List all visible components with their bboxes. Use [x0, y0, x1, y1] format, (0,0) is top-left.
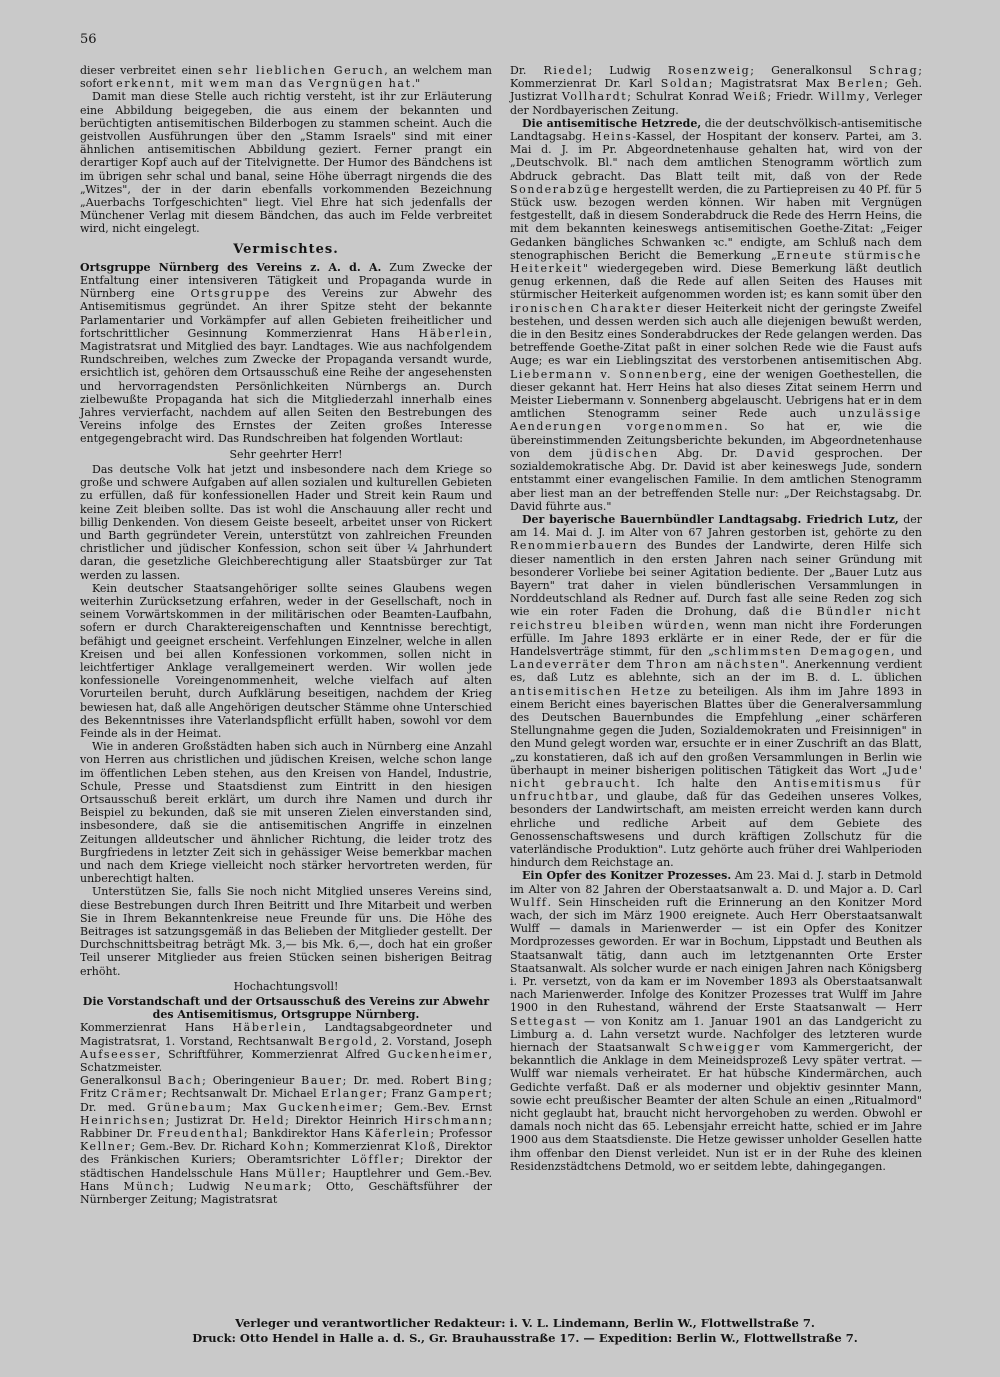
- article-heading: Der bayerische Bauernbündler Landtagsabg. Friedrich Lutz,: [522, 512, 899, 526]
- text-run: , und glaube, daß für das Gedeihen unseres Volkes, besonders der Landwirtschaft, am meisten erreicht werden kann durch ehrliche und redliche Arbeit auf dem Gebiete des Genossenschaftswesens und durch kräftigen Zollschutz für die vaterländische Produktion". Lutz gehörte auch früher drei Wahlperioden hindurch dem Reichstage an.: [510, 790, 922, 870]
- spaced-emphasis: Thron: [646, 658, 689, 672]
- text-run: ; Gem.-Bev. Dr. Richard: [131, 1140, 271, 1154]
- text-run: Kommerzienrat Hans: [80, 1021, 233, 1035]
- spaced-emphasis: Held: [252, 1113, 286, 1127]
- text-run: gesprochen. Der sozialdemokratische Abg. Dr. David ist aber keineswegs Jude, sondern entstammt einer evangelischen Familie. In dem amtlichen Stenogramm aber liest man an der betreffenden Stelle nur: „Der Reichstagsabg. Dr. David führte aus.": [510, 446, 922, 513]
- article-paragraph: [80, 995, 492, 1021]
- left-column: [80, 64, 492, 1206]
- text-run: Abg. Dr.: [658, 446, 756, 460]
- text-run: , Magistratsrat und Mitglied des bayr. Landtages. Wie aus nachfolgendem Rundschreiben, welches zum Zwecke der Propaganda versandt wurde, ersichtlich ist, gehören dem Ortsausschuß eine Reihe der angesehensten und hervorragendsten Persönlichkeiten Nürnbergs an. Durch zielbewußte Propaganda hat sich die Mitgliederzahl innerhalb eines Jahres vervierfacht, nachdem auf allen Seiten den Bestrebungen des Vereins infolge des Ernstes der Zeiten großes Interesse entgegengebracht wird. Das Rundschreiben hat folgenden Wortlaut:: [80, 326, 492, 446]
- spaced-emphasis: Schrag: [869, 64, 919, 77]
- text-run: Zum Zwecke der Entfaltung einer intensiveren Tätigkeit und Propaganda wurde in Nürnberg eine: [80, 260, 492, 301]
- spaced-emphasis: ironischen Charakter: [510, 301, 662, 315]
- publisher-line: Verleger und verantwortlicher Redakteur: i. V. L. Lindemann, Berlin W., Flottwellstraße 7.: [235, 1316, 815, 1330]
- article-heading: Die antisemitische Hetzrede,: [522, 116, 702, 130]
- text-run: ; Kommerzienrat Dr. Karl: [510, 64, 922, 91]
- article-paragraph: [80, 740, 492, 885]
- spaced-emphasis: Guckenheimer: [387, 1047, 489, 1061]
- text-run: des Vereins zur Abwehr des Antisemitismus gegründet. An ihrer Spitze steht der bekannte Parlamentarier und Vorkämpfer auf allen Gebieten freiheitlicher und fortschrittlicher Gesinnung Kommerzienrat Hans: [80, 287, 492, 340]
- spaced-emphasis: Wulff: [510, 895, 548, 909]
- spaced-emphasis: die Bündler nicht reichstreu bleiben würden: [510, 605, 922, 632]
- text-run: , wenn man nicht ihre Forderungen erfülle. Im Jahre 1893 erklärte er in einer Rede, der er für die Handelsverträge stimmt, für den „: [510, 618, 923, 658]
- article-paragraph: [80, 885, 492, 977]
- text-run: , eine der wenigen Goethestellen, die dieser gekannt hat. Herr Heins hat also dieses Zitat seinem Herrn und Meister Liebermann v. Sonnenberg abgelauscht. Uebrigens hat er in dem amtlichen Stenogramm seiner Rede auch: [510, 367, 923, 421]
- text-run: — von Konitz am 1. Januar 1901 an das Landgericht zu Limburg a. d. Lahn versetzt wurde. Nachfolger des letzteren wurde hiernach der Staatsanwalt: [510, 1014, 922, 1055]
- printer-line: Druck: Otto Hendel in Halle a. d. S., Gr. Brauhausstraße 17. — Expedition: Berlin W., Flottwellstraße 7.: [192, 1331, 858, 1345]
- text-run: Kein deutscher Staatsangehöriger sollte seines Glaubens wegen weiterhin Zurücksetzung erfahren, weder in der Gesellschaft, noch in seinem Vorwärtskommen in der militärischen oder Beamten-Laufbahn, sofern er durch Charaktereigenschaften und Kenntnisse berechtigt, befähigt und geeignet erscheint. Verfehlungen Einzelner, welche in allen Kreisen und bei allen Konfessionen vorkommen, sollen nicht in leichtfertiger Anklage verallgemeinert werden. Wir wollen jede konfessionelle Voreingenommenheit, welche vielfach auf alten Vorurteilen beruht, durch Aufklärung beseitigen, nachdem der Krieg bewiesen hat, daß alle Angehörigen deutscher Stämme ohne Unterschied des Bekenntnisses ihre Vaterlandspflicht erfüllt haben, sowohl vor dem Feinde als in der Heimat.: [80, 581, 492, 740]
- article-paragraph: [80, 1021, 492, 1074]
- right-column: [510, 64, 922, 1173]
- spaced-emphasis: Landeverräter: [510, 658, 612, 672]
- text-run: ; Fritz: [80, 1074, 493, 1101]
- article-heading: Ein Opfer des Konitzer Prozesses.: [522, 869, 732, 883]
- text-run: ; Bankdirektor Hans: [243, 1127, 365, 1141]
- text-run: ; Oberingenieur: [202, 1074, 302, 1088]
- section-heading: Vermischtes.: [233, 241, 339, 257]
- text-run: ; Schulrat Konrad: [627, 90, 734, 104]
- spaced-emphasis: Häberlein: [232, 1021, 303, 1035]
- article-paragraph: [510, 64, 922, 117]
- spaced-emphasis: Aufseesser: [80, 1047, 157, 1061]
- spaced-emphasis: nächsten: [716, 658, 781, 672]
- text-run: , und: [890, 644, 922, 658]
- spaced-emphasis: Löffler: [351, 1153, 400, 1167]
- article-paragraph: [80, 64, 492, 90]
- spaced-emphasis: Kohn: [270, 1140, 306, 1154]
- spaced-emphasis: unzulässige Aenderungen vorgenommen: [510, 407, 922, 434]
- article-paragraph: [80, 463, 492, 582]
- spaced-emphasis: sehr lieblichen Geruch: [217, 64, 385, 77]
- text-run: Das deutsche Volk hat jetzt und insbesondere nach dem Kriege so große und schwere Aufgaben auf allen sozialen und kulturellen Gebieten zu erfüllen, daß für konfessionellen Hader und Streit kein Raum und keine Zeit bleiben sollte. Das ist wohl die Anschauung aller recht und billig Denkenden. Von diesem Geiste beseelt, arbeitet unser von Rickert und Barth gegründeter Verein, unterstützt von zahlreichen Freunden christlicher und jüdischer Konfession, schon seit über ¼ Jahrhundert daran, die gesetzliche Gleichberechtigung aller Staatsbürger zur Tat werden zu lassen.: [80, 462, 492, 582]
- spaced-emphasis: Renommierbauern: [510, 539, 639, 553]
- text-run: , Direktor des Fränkischen Kuriers; Oberamtsrichter: [80, 1140, 492, 1167]
- article-paragraph: [80, 1074, 492, 1206]
- text-run: hergestellt werden, die zu Partiepreisen zu 40 Pf. für 5 Stück usw. bezogen werden können. Wir haben mit Vergnügen festgestellt, daß in diesem Sonderabdruck die Rede des Herrn Heins, die mit dem bekannten keineswegs antisemitischen Goethe-Zitat: „Feiger Gedanken bängliches Schwanken ꝛc." endigte, am Schluß nach dem stenographischen Bericht die Bemerkung „: [510, 182, 922, 262]
- spaced-emphasis: Gampert: [428, 1087, 489, 1101]
- text-run: -Kassel, der Hospitant der konserv. Partei, am 3. Mai d. J. im Pr. Abgeordnetenhause gehalten hat, wird von der „Deutschvolk. Bl." nach dem amtlichen Stenogramm wörtlich zum Abdruck gebracht. Das Blatt teilt mit, daß von der Rede: [510, 130, 922, 183]
- text-run: vom Kammergericht, der bekanntlich die Anklage in dem Meineidsprozeß Levy später vertrat. — Wulff war niemals verheiratet. Er hat hübsche Kindermärchen, auch Gedichte verfaßt. Daß er als moderner und objektiv gesinnter Mann, sowie echt preußischer Beamter der alten Schule an einen „Ritualmord" nicht geglaubt hat, braucht nicht hervorgehoben zu werden. Obwohl er damals noch nicht das 65. Lebensjahr erreicht hatte, schied er im Jahre 1900 aus dem Staatsdienste. Die Hetze gewisser unholder Gesellen hatte ihm offenbar den Dienst verleidet. Nun ist er in der Ruhe des kleinen Residenzstädtchens Detmold, wo er seitdem lebte, dahingegangen.: [510, 1041, 923, 1173]
- spaced-emphasis: Antisemitismus für unfruchtbar: [510, 776, 922, 804]
- text-run: ; Gem.-Bev. Ernst: [378, 1100, 492, 1114]
- text-run: ; Franz: [383, 1087, 429, 1101]
- text-run: dieser verbreitet einen: [80, 64, 218, 77]
- text-run: Am 23. Mai d. J. starb in Detmold im Alter von 82 Jahren der Oberstaatsanwalt a. D. und Major a. D. Carl: [510, 869, 922, 896]
- spaced-emphasis: Willmy: [818, 90, 867, 104]
- spaced-emphasis: Liebermann v. Sonnenberg: [510, 367, 704, 381]
- text-run: ; Professor: [430, 1127, 492, 1141]
- spaced-emphasis: Weiß: [733, 90, 768, 104]
- text-run: ; Otto, Geschäftsführer der Nürnberger Zeitung; Magistratsrat: [80, 1179, 492, 1207]
- spaced-emphasis: Soldan: [660, 77, 709, 91]
- text-run: ; Rabbiner Dr.: [80, 1113, 493, 1141]
- spaced-emphasis: Vollhardt: [561, 90, 628, 104]
- spaced-emphasis: Settegast: [510, 1014, 578, 1028]
- spaced-emphasis: Heinrichsen: [80, 1113, 166, 1127]
- text-run: ; Dr. med.: [80, 1087, 493, 1114]
- letter-salutation: Hochachtungsvoll!: [233, 979, 339, 993]
- text-run: , Landtagsabgeordneter und Magistratsrat, 1. Vorstand, Rechtsanwalt: [80, 1021, 492, 1048]
- text-run: ; Ludwig: [588, 64, 668, 77]
- spaced-emphasis: Neumark: [244, 1179, 308, 1193]
- article-paragraph: [510, 117, 922, 513]
- spaced-emphasis: schlimmsten Demagogen: [714, 644, 891, 658]
- text-run: ; Direktor Heinrich: [285, 1113, 404, 1127]
- spaced-emphasis: Crämer: [111, 1087, 164, 1101]
- text-run: ; Rechtsanwalt Dr. Michael: [163, 1087, 322, 1101]
- article-paragraph: [80, 261, 492, 446]
- text-run: . So hat er, wie die übereinstimmenden Zeitungsberichte bekunden, im Abgeordnetenhause von dem: [510, 420, 922, 460]
- text-run: .": [411, 77, 421, 91]
- spaced-emphasis: Berlen: [837, 77, 885, 91]
- imprint-footer: [110, 1316, 940, 1346]
- text-run: die der deutschvölkisch-antisemitische Landtagsabg.: [510, 116, 923, 144]
- spaced-emphasis: Erneute stürmische Heiterkeit: [510, 248, 922, 276]
- spaced-emphasis: Guckenheimer: [278, 1100, 379, 1114]
- text-run: Unterstützen Sie, falls Sie noch nicht Mitglied unseres Vereins sind, diese Bestrebungen durch Ihren Beitritt und Ihre Mitarbeit und werben Sie in Ihrem Bekanntenkreise neue Freunde für uns. Die Höhe des Beitrages ist satzungsgemäß in das Belieben der Mitglieder gestellt. Der Durchschnittsbeitrag beträgt Mk. 3,— bis Mk. 6,—, doch hat ein großer Teil unserer Mitglieder aus freien Stücken seinen bisherigen Beitrag erhöht.: [80, 885, 492, 978]
- spaced-emphasis: Häberlein: [418, 326, 489, 340]
- text-run: dem: [611, 658, 647, 672]
- text-run: Damit man diese Stelle auch richtig versteht, ist ihr zur Erläuterung eine Abbildung beigegeben, die aus einem der bekannten und berüchtigten antisemitischen Bilderbogen zu stammen scheint. Auch die geistvollen Ausführungen über den „Stamm Israels" sind mit einer ähnlichen antisemitischen Abbildung geziert. Ferner prangt ein derartiger Kopf auch auf der Titelvignette. Der Humor des Bändchens ist im übrigen sehr schal und banal, seine Höhe überragt nirgends die des „Witzes", der in der darin ebenfalls vorkommenden Bezeichnung „Auerbachs Torfgeschichten" liegt. Viel Ehre hat sich jedenfalls der Münchener Verlag mit diesem Bändchen, das auch im Felde verbreitet wird, nicht eingelegt.: [80, 90, 492, 236]
- spaced-emphasis: erkennt, mit wem man das Vergnügen hat: [116, 77, 412, 91]
- text-run: , Verleger der Nordbayerischen Zeitung.: [510, 90, 922, 117]
- spaced-emphasis: Bergold: [318, 1034, 374, 1048]
- spaced-emphasis: Hirschmann: [403, 1113, 489, 1127]
- text-run: " wiedergegeben wird. Diese Bemerkung läßt deutlich genug erkennen, daß die Rede auf allen Seiten des Hauses mit stürmischer Heiterkeit aufgenommen worden ist; es kann somit über den: [510, 262, 922, 302]
- spaced-emphasis: Ortsgruppe: [190, 287, 271, 301]
- text-run: ; Max: [227, 1100, 279, 1114]
- spaced-emphasis: Müller: [275, 1166, 322, 1180]
- text-run: der am 14. Mai d. J. im Alter von 67 Jahren gestorben ist, gehörte zu den: [510, 512, 922, 540]
- spaced-emphasis: Bach: [167, 1074, 203, 1088]
- text-run: ". Anerkennung verdient es, daß Lutz es ablehnte, sich an der im B. d. L. üblichen: [510, 658, 922, 685]
- text-run: , an welchem man sofort: [80, 64, 492, 91]
- text-run: zu beteiligen. Als ihm im Jahre 1893 in einem Bericht eines bayerischen Blattes über die Generalversammlung des Deutschen Bauernbundes die Empfehlung „einer schärferen Stellungnahme gegen die Juden, Sozialdemokraten und Freisinnigen" in den Mund gelegt worden war, ersuchte er in einer Zuschrift an das Blatt, „zu konstatieren, daß ich auf den großen Versammlungen in Berlin wie überhaupt in meiner bisherigen politischen Tätigkeit das Wort „: [510, 684, 922, 777]
- spaced-emphasis: Freudenthal: [157, 1127, 244, 1141]
- article-paragraph: [510, 513, 922, 869]
- article-paragraph: [510, 869, 922, 1173]
- spaced-emphasis: Kellner: [80, 1140, 132, 1154]
- text-run: am: [688, 658, 717, 672]
- letter-salutation: Sehr geehrter Herr!: [229, 447, 343, 461]
- spaced-emphasis: antisemitischen Hetze: [510, 684, 672, 698]
- article-paragraph: [80, 582, 492, 740]
- spaced-emphasis: Bauer: [301, 1074, 343, 1088]
- text-run: Dr.: [510, 64, 544, 77]
- text-run: ; Direktor der städtischen Handelsschule Hans: [80, 1153, 492, 1180]
- spaced-emphasis: Riedel: [543, 64, 589, 77]
- text-run: ; Dr. med. Robert: [342, 1074, 457, 1088]
- spaced-emphasis: jüdischen: [590, 446, 659, 460]
- spaced-emphasis: Rosenzweig: [667, 64, 751, 77]
- text-run: , Schatzmeister.: [80, 1047, 492, 1075]
- text-run: ; Magistratsrat Max: [708, 77, 838, 91]
- spaced-emphasis: Münch: [123, 1179, 171, 1193]
- text-run: Wie in anderen Großstädten haben sich auch in Nürnberg eine Anzahl von Herren aus christlichen und jüdischen Kreisen, welche schon lange im öffentlichen Leben stehen, aus den Kreisen von Handel, Industrie, Schule, Presse und Staatsdienst zum Eintritt in den hiesigen Ortsausschuß bereit erklärt, um durch ihre Namen und durch ihr Beispiel zu bekunden, daß sie mit unseren Zielen einverstanden sind, insbesondere, daß sie die antisemitischen Angriffe in einzelnen Zeitungen alldeutscher und ähnlicher Richtung, die leider trotz des Burgfriedens in letzter Zeit sich in gehässiger Weise bemerkbar machen und nach dem Kriege vielleicht noch stärker hervortreten werden, für unberechtigt halten.: [80, 740, 492, 886]
- spaced-emphasis: Heins: [592, 130, 633, 144]
- spaced-emphasis: Sonderabzüge: [510, 182, 610, 196]
- text-run: , 2. Vorstand, Joseph: [373, 1034, 493, 1048]
- text-run: Generalkonsul: [80, 1074, 168, 1088]
- spaced-emphasis: Grünebaum: [146, 1100, 228, 1114]
- text-run: ; Kommerzienrat: [305, 1140, 405, 1154]
- text-run: dieser Heiterkeit nicht der geringste Zweifel bestehen, und dessen werden sich auch alle diejenigen bewußt werden, die in den Besitz eines Sonderabdruckes der Rede gelangen werden. Das betreffende Goethe-Zitat paßt in einer solchen Rede wie die Faust aufs Auge; es war ein Lieblingszitat des verstorbenen antisemitischen Abg.: [510, 301, 922, 368]
- spaced-emphasis: Jude: [887, 763, 919, 777]
- text-run: ; Hauptlehrer und Gem.-Bev. Hans: [80, 1166, 492, 1193]
- text-run: ; Geh. Justizrat: [510, 77, 922, 104]
- text-run: ; Friedr.: [767, 90, 819, 104]
- spaced-emphasis: Kloß: [404, 1140, 437, 1154]
- text-run: ; Justizrat Dr.: [165, 1113, 253, 1127]
- text-run: ; Ludwig: [170, 1179, 245, 1193]
- spaced-emphasis: Schweigger: [678, 1041, 761, 1055]
- article-paragraph: [80, 90, 492, 235]
- text-run: ; Generalkonsul: [750, 64, 870, 77]
- article-heading: Ortsgruppe Nürnberg des Vereins z. A. d. A.: [80, 260, 382, 274]
- spaced-emphasis: Bing: [456, 1074, 489, 1088]
- spaced-emphasis: Erlanger: [321, 1087, 384, 1101]
- text-run: des Bundes der Landwirte, deren Hilfe sich dieser namentlich in den ersten Jahren nach seiner Gründung mit besonderer Vorliebe bei seiner Agitation bediente. Der „Bauer Lutz aus Bayern" trat daher in vielen bündlerischen Versammlungen in Norddeutschland als Redner auf. Durch fast alle seine Reden zog sich wie ein roter Faden die Drohung, daß: [510, 539, 922, 619]
- spaced-emphasis: Käferlein: [364, 1127, 431, 1141]
- text-run: ': [918, 763, 922, 777]
- article-heading: Die Vorstandschaft und der Ortsausschuß des Vereins zur Abwehr des Antisemitismus, Ortsgruppe Nürnberg.: [82, 995, 490, 1022]
- text-run: . Ich halte den: [636, 776, 775, 790]
- text-run: . Sein Hinscheiden ruft die Erinnerung an den Konitzer Mord wach, der sich im März 1900 ereignete. Auch Herr Oberstaatsanwalt Wulff — damals in Marienwerder — ist ein Opfer des Konitzer Mordprozesses geworden. Er war in Bochum, Lippstadt und Beuthen als Staatsanwalt tätig, dann auch im letztgenannten Orte Erster Staatsanwalt. Als solcher wurde er nach einigen Jahren nach Königsberg i. Pr. versetzt, von da kam er im November 1893 als Oberstaatsanwalt nach Marienwerder. Infolge des Konitzer Prozesses trat Wulff im Jahre 1900 in den Ruhestand, während der Erste Staatsanwalt — Herr: [510, 895, 922, 1015]
- spaced-emphasis: nicht gebraucht: [510, 776, 637, 790]
- text-run: , Schriftführer, Kommerzienrat Alfred: [156, 1047, 388, 1061]
- page-number: 56: [80, 32, 97, 47]
- spaced-emphasis: David: [755, 446, 797, 460]
